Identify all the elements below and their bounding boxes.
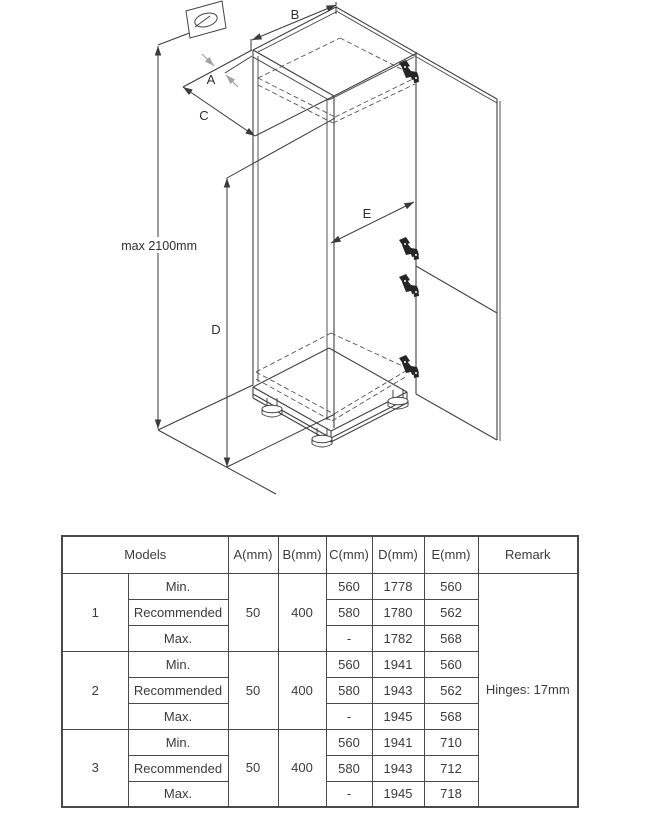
cell-c: 560 xyxy=(326,729,372,755)
cell-remark: Hinges: 17mm xyxy=(478,573,578,807)
cell-a: 50 xyxy=(228,651,278,729)
cell-e: 560 xyxy=(424,651,478,677)
cell-d: 1782 xyxy=(372,625,424,651)
cell-c: 560 xyxy=(326,651,372,677)
cell-e: 710 xyxy=(424,729,478,755)
cell-d: 1941 xyxy=(372,651,424,677)
cell-d: 1945 xyxy=(372,781,424,807)
cell-variant: Max. xyxy=(128,781,228,807)
dim-label-a: A xyxy=(206,72,216,87)
cell-d: 1943 xyxy=(372,677,424,703)
dim-label-e: E xyxy=(362,206,372,221)
dim-label-c: C xyxy=(199,108,209,123)
cell-c: - xyxy=(326,625,372,651)
cell-e: 718 xyxy=(424,781,478,807)
cell-variant: Recommended xyxy=(128,755,228,781)
cell-d: 1780 xyxy=(372,599,424,625)
cell-e: 562 xyxy=(424,599,478,625)
cabinet-housing xyxy=(253,7,497,428)
cell-c: 580 xyxy=(326,755,372,781)
cell-variant: Min. xyxy=(128,651,228,677)
cell-model-id: 3 xyxy=(62,729,128,807)
cell-c: 580 xyxy=(326,677,372,703)
base-platform xyxy=(253,348,407,442)
table-row xyxy=(62,573,578,599)
cell-variant: Max. xyxy=(128,703,228,729)
cell-model-id: 2 xyxy=(62,651,128,729)
spec-table xyxy=(61,535,579,808)
cell-b: 400 xyxy=(278,573,326,651)
header-e: E(mm) xyxy=(424,536,478,573)
cell-e: 560 xyxy=(424,573,478,599)
table-header-row xyxy=(62,536,578,573)
cell-a: 50 xyxy=(228,573,278,651)
header-c: C(mm) xyxy=(326,536,372,573)
cell-e: 568 xyxy=(424,625,478,651)
adjustable-feet xyxy=(262,390,408,447)
cell-variant: Max. xyxy=(128,625,228,651)
header-remark: Remark xyxy=(478,536,578,573)
cell-variant: Min. xyxy=(128,573,228,599)
max-height-label: max 2100mm xyxy=(121,239,197,253)
header-d: D(mm) xyxy=(372,536,424,573)
cell-c: - xyxy=(326,703,372,729)
door-panel xyxy=(416,52,500,441)
dim-label-b: B xyxy=(290,7,300,22)
header-b: B(mm) xyxy=(278,536,326,573)
cell-b: 400 xyxy=(278,729,326,807)
dim-label-d: D xyxy=(211,322,221,337)
cell-b: 400 xyxy=(278,651,326,729)
cell-variant: Recommended xyxy=(128,677,228,703)
cell-e: 568 xyxy=(424,703,478,729)
cell-d: 1778 xyxy=(372,573,424,599)
cell-e: 712 xyxy=(424,755,478,781)
cell-a: 50 xyxy=(228,729,278,807)
header-models: Models xyxy=(62,536,228,573)
cell-c: 580 xyxy=(326,599,372,625)
hidden-shelf-edges xyxy=(256,38,417,421)
foot xyxy=(312,428,332,447)
cell-d: 1945 xyxy=(372,703,424,729)
cell-e: 562 xyxy=(424,677,478,703)
cell-d: 1941 xyxy=(372,729,424,755)
cell-variant: Recommended xyxy=(128,599,228,625)
cell-c: 560 xyxy=(326,573,372,599)
header-a: A(mm) xyxy=(228,536,278,573)
wall-socket-symbol xyxy=(186,1,226,38)
cell-variant: Min. xyxy=(128,729,228,755)
cell-d: 1943 xyxy=(372,755,424,781)
cell-model-id: 1 xyxy=(62,573,128,651)
cell-c: - xyxy=(326,781,372,807)
